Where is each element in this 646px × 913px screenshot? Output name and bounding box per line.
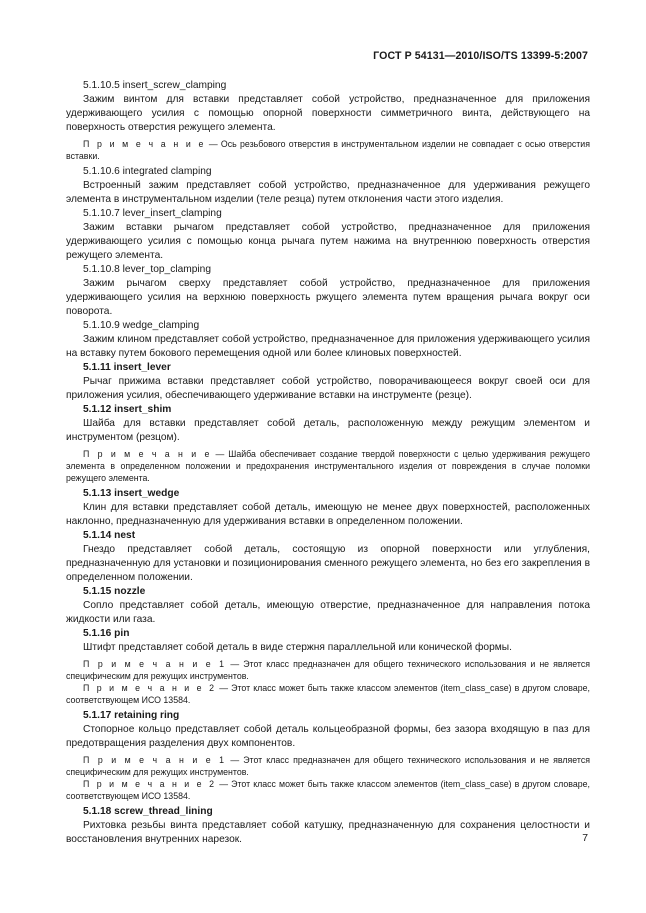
- body-paragraph: Встроенный зажим представляет собой устройство, предназначенное для удерживания режущего элемента в инструментальном изделии (теле резца) путем отклонения части этого изделия.: [66, 180, 590, 205]
- subsection-heading: 5.1.10.8 lever_top_clamping: [83, 264, 211, 275]
- section-heading: 5.1.13 insert_wedge: [83, 488, 180, 499]
- body-paragraph: Рихтовка резьбы винта представляет собой катушку, предназначенную для сохранения целостности и восстановления внутренних нарезок.: [66, 820, 590, 845]
- section-heading: 5.1.14 nest: [83, 530, 136, 541]
- subsection-heading: 5.1.10.5 insert_screw_clamping: [83, 80, 227, 91]
- note-paragraph: [66, 658, 590, 682]
- subsection-heading: 5.1.10.9 wedge_clamping: [83, 320, 200, 331]
- subsection-heading: 5.1.10.6 integrated clamping: [83, 166, 212, 177]
- section-heading: 5.1.12 insert_shim: [83, 404, 172, 415]
- section-heading: 5.1.17 retaining ring: [83, 710, 180, 721]
- note-text: — Этот класс предназначен для общего технического использования и не является специфическим для режущих инструментов.: [66, 659, 590, 681]
- body-paragraph: Зажим винтом для вставки представляет собой устройство, предназначенное для приложения удерживающего усилия с помощью опорной поверхности симметричного винта, действующего на поверхность отверстия режущего элемента.: [66, 94, 590, 133]
- body-paragraph: Сопло представляет собой деталь, имеющую отверстие, предназначенное для направления потока жидкости или газа.: [66, 600, 590, 625]
- note-text: — Этот класс предназначен для общего технического использования и не является специфическим для режущих инструментов.: [66, 755, 590, 777]
- section-heading: 5.1.15 nozzle: [83, 586, 146, 597]
- document-body: [66, 79, 590, 847]
- note-label: П р и м е ч а н и е 1: [83, 659, 227, 669]
- note-paragraph: [66, 138, 590, 162]
- body-paragraph: Рычаг прижима вставки представляет собой устройство, поворачивающееся вокруг своей оси для приложения усилия, обеспечивающего удерживание вставки на инструменте (резце).: [66, 376, 590, 401]
- subsection-heading: 5.1.10.7 lever_insert_clamping: [83, 208, 222, 219]
- note-text: — Ось резьбового отверстия в инструментальном изделии не совпадает с осью отверстия вставки.: [66, 139, 590, 161]
- section-heading: 5.1.11 insert_lever: [83, 362, 171, 373]
- note-text: — Шайба обеспечивает создание твердой поверхности с целью удерживания режущего элемента в определенном положении и предохранения инструментального изделия от повреждения в случае поломки режущего элемента.: [66, 449, 590, 483]
- body-paragraph: Стопорное кольцо представляет собой деталь кольцеобразной формы, без зазора входящую в паз для предотвращения разделения двух компонентов.: [66, 724, 590, 749]
- note-text: — Этот класс может быть также классом элементов (item_class_case) в другом словаре, соответствующем ИСО 13584.: [66, 779, 590, 801]
- body-paragraph: Зажим вставки рычагом представляет собой устройство, предназначенное для приложения удерживающего усилия с помощью конца рычага путем нажима на внутреннюю поверхность отверстия режущего элемента.: [66, 222, 590, 261]
- body-paragraph: Клин для вставки представляет собой деталь, имеющую не менее двух поверхностей, расположенных наклонно, предназначенную для удерживания вставки в определенном положении.: [66, 502, 590, 527]
- note-label: П р и м е ч а н и е 1: [83, 755, 227, 765]
- note-paragraph: [66, 778, 590, 802]
- note-label: П р и м е ч а н и е: [83, 449, 212, 459]
- body-paragraph: Гнездо представляет собой деталь, состоящую из опорной поверхности или углубления, предназначенную для установки и позиционирования сменного режущего элемента, но без его закрепления в определенном положении.: [66, 544, 590, 583]
- note-text: — Этот класс может быть также классом элементов (item_class_case) в другом словаре, соответствующем ИСО 13584.: [66, 683, 590, 705]
- note-paragraph: [66, 754, 590, 778]
- note-label: П р и м е ч а н и е 2: [83, 779, 217, 789]
- note-paragraph: [66, 682, 590, 706]
- note-label: П р и м е ч а н и е: [83, 139, 206, 149]
- body-paragraph: Штифт представляет собой деталь в виде стержня параллельной или конической формы.: [83, 642, 512, 653]
- body-paragraph: Шайба для вставки представляет собой деталь, расположенную между режущим элементом и инструментом (резцом).: [66, 418, 590, 443]
- document-header: ГОСТ Р 54131—2010/ISO/TS 13399-5:2007: [373, 50, 588, 62]
- body-paragraph: Зажим клином представляет собой устройство, предназначенное для приложения удерживающего усилия на вставку путем бокового перемещения одной или более клиновых поверхностей.: [66, 334, 590, 359]
- note-paragraph: [66, 448, 590, 484]
- page-number: 7: [582, 833, 588, 844]
- body-paragraph: Зажим рычагом сверху представляет собой устройство, предназначенное для приложения удерживающего усилия на верхнюю поверхность ржущего элемента путем вращения рычага вокруг оси поворота.: [66, 278, 590, 317]
- section-heading: 5.1.18 screw_thread_lining: [83, 806, 213, 817]
- note-label: П р и м е ч а н и е 2: [83, 683, 217, 693]
- section-heading: 5.1.16 pin: [83, 628, 130, 639]
